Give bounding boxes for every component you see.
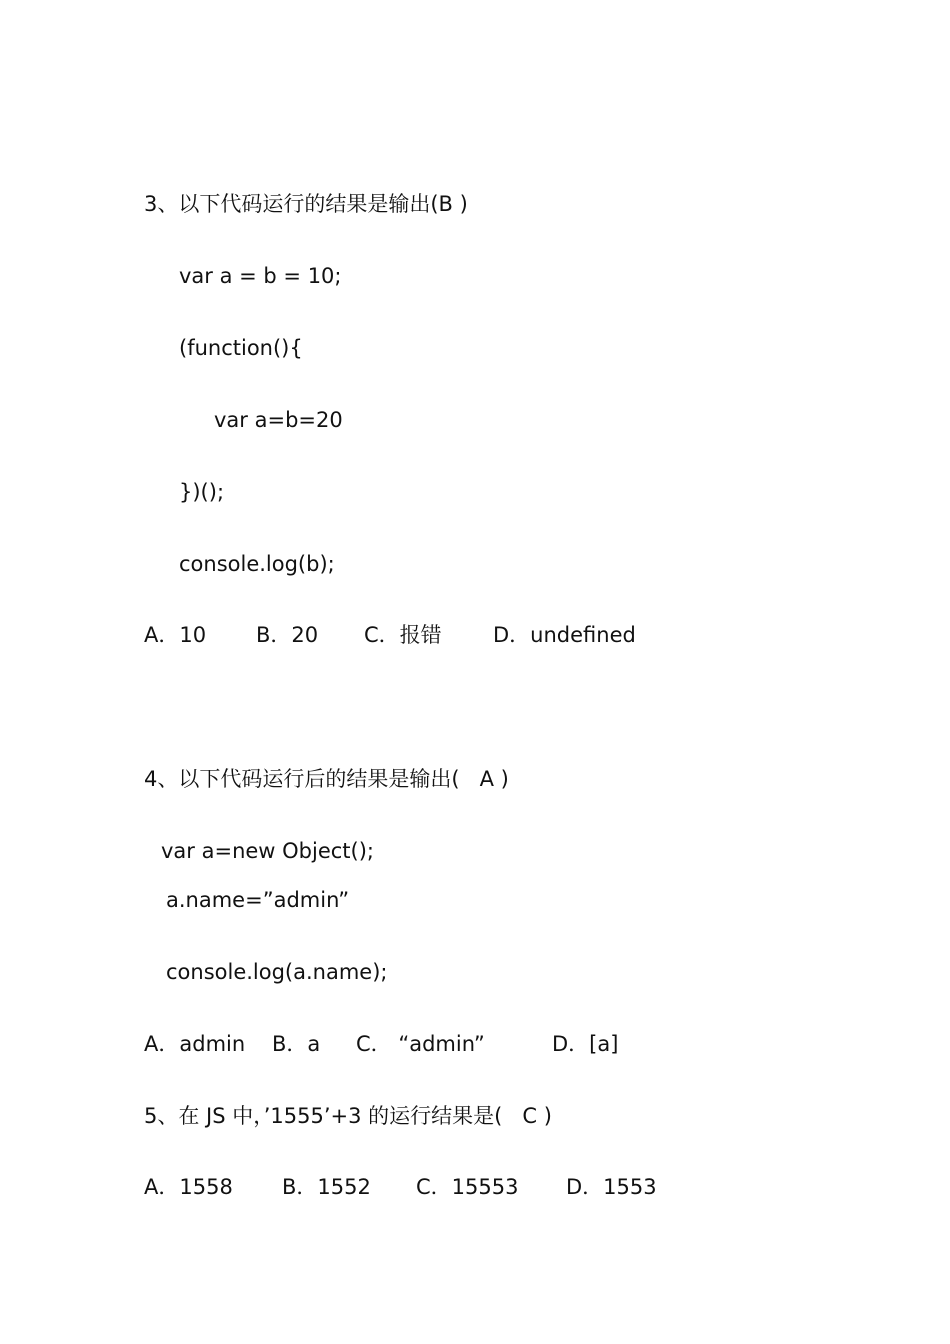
question-5-option-a: A．1558 [144, 1175, 233, 1199]
question-4-code-line-2: a.name=”admin” [166, 888, 350, 912]
question-5-option-d: D．1553 [566, 1175, 657, 1199]
question-4-code-line-3: console.log(a.name); [166, 960, 388, 984]
question-4-title: 4、以下代码运行后的结果是输出( A ) [144, 767, 509, 791]
question-4-option-a: A．admin [144, 1032, 246, 1056]
question-3-code-line-1: var a = b = 10; [179, 264, 342, 288]
question-5-option-b: B．1552 [282, 1175, 371, 1199]
question-5-title: 5、在 JS 中，’1555’+3 的运行结果是( C ) [144, 1104, 552, 1128]
question-5-option-c: C．15553 [416, 1175, 519, 1199]
question-3-option-d: D．undefined [493, 623, 636, 647]
question-3-option-b: B．20 [256, 623, 319, 647]
question-4-option-c: C． “admin” [356, 1032, 485, 1056]
question-3-code-line-5: console.log(b); [179, 552, 335, 576]
question-4-code-line-1: var a=new Object(); [161, 839, 375, 863]
question-4-option-d: D．[a] [552, 1032, 619, 1056]
question-3-option-c: C．报错 [364, 623, 442, 647]
question-4-option-b: B．a [272, 1032, 321, 1056]
question-3-code-line-3: var a=b=20 [214, 408, 343, 432]
question-3-title: 3、以下代码运行的结果是输出(B ) [144, 192, 468, 216]
question-3-option-a: A．10 [144, 623, 207, 647]
question-3-code-line-4: })(); [179, 480, 225, 504]
question-3-code-line-2: (function(){ [179, 336, 303, 360]
